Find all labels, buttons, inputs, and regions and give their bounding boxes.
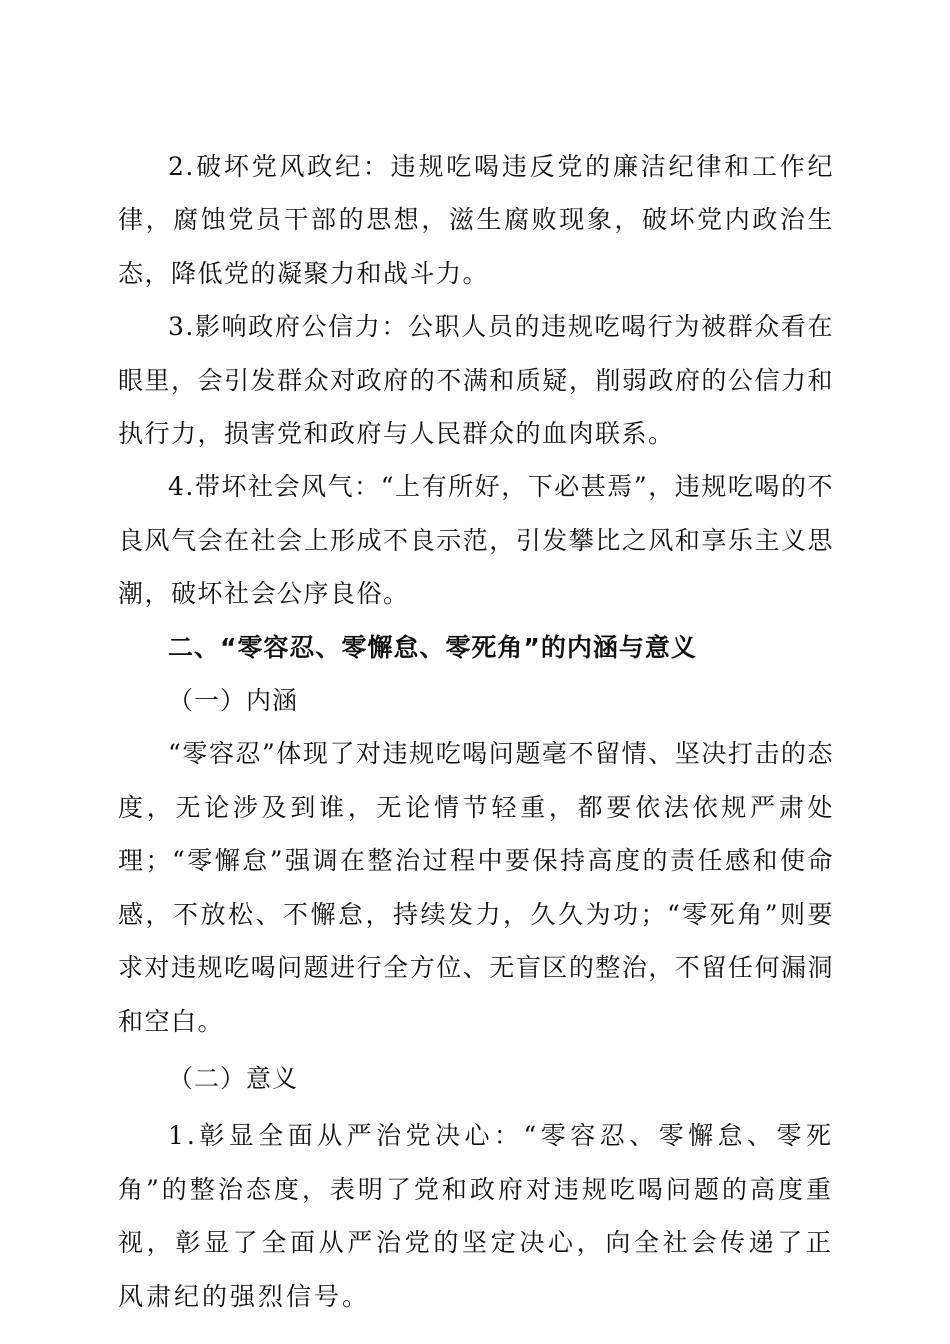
document-body (118, 140, 834, 1323)
paragraph-damage-party-discipline: 2.破坏党风政纪：违规吃喝违反党的廉洁纪律和工作纪律，腐蚀党员干部的思想，滋生腐败现象，破坏党内政治生态，降低党的凝聚力和战斗力。 (118, 152, 834, 288)
subheading-connotation: （一）内涵 (168, 686, 299, 716)
paragraph-government-credibility: 3.影响政府公信力：公职人员的违规吃喝行为被群众看在眼里，会引发群众对政府的不满和质疑，削弱政府的公信力和执行力，损害党和政府与人民群众的血肉联系。 (118, 312, 834, 449)
paragraph-significance-1: 1.彰显全面从严治党决心：“零容忍、零懈怠、零死角”的整治态度，表明了党和政府对违规吃喝问题的高度重视，彰显了全面从严治党的坚定决心，向全社会传递了正风肃纪的强烈信号。 (118, 1121, 834, 1311)
paragraph-connotation: “零容忍”体现了对违规吃喝问题毫不留情、坚决打击的态度，无论涉及到谁，无论情节轻重，都要依法依规严肃处理；“零懈怠”强调在整治过程中要保持高度的责任感和使命感，不放松、不懈怠，持续发力，久久为功；“零死角”则要求对违规吃喝问题进行全方位、无盲区的整治，不留任何漏洞和空白。 (118, 739, 834, 1036)
subheading-significance: （二）意义 (168, 1063, 299, 1093)
paragraph-social-atmosphere: 4.带坏社会风气：“上有所好，下必甚焉”，违规吃喝的不良风气会在社会上形成不良示范，引发攀比之风和享乐主义思潮，破坏社会公序良俗。 (118, 472, 834, 609)
section-heading-2: 二、“零容忍、零懈怠、零死角”的内涵与意义 (168, 632, 697, 662)
